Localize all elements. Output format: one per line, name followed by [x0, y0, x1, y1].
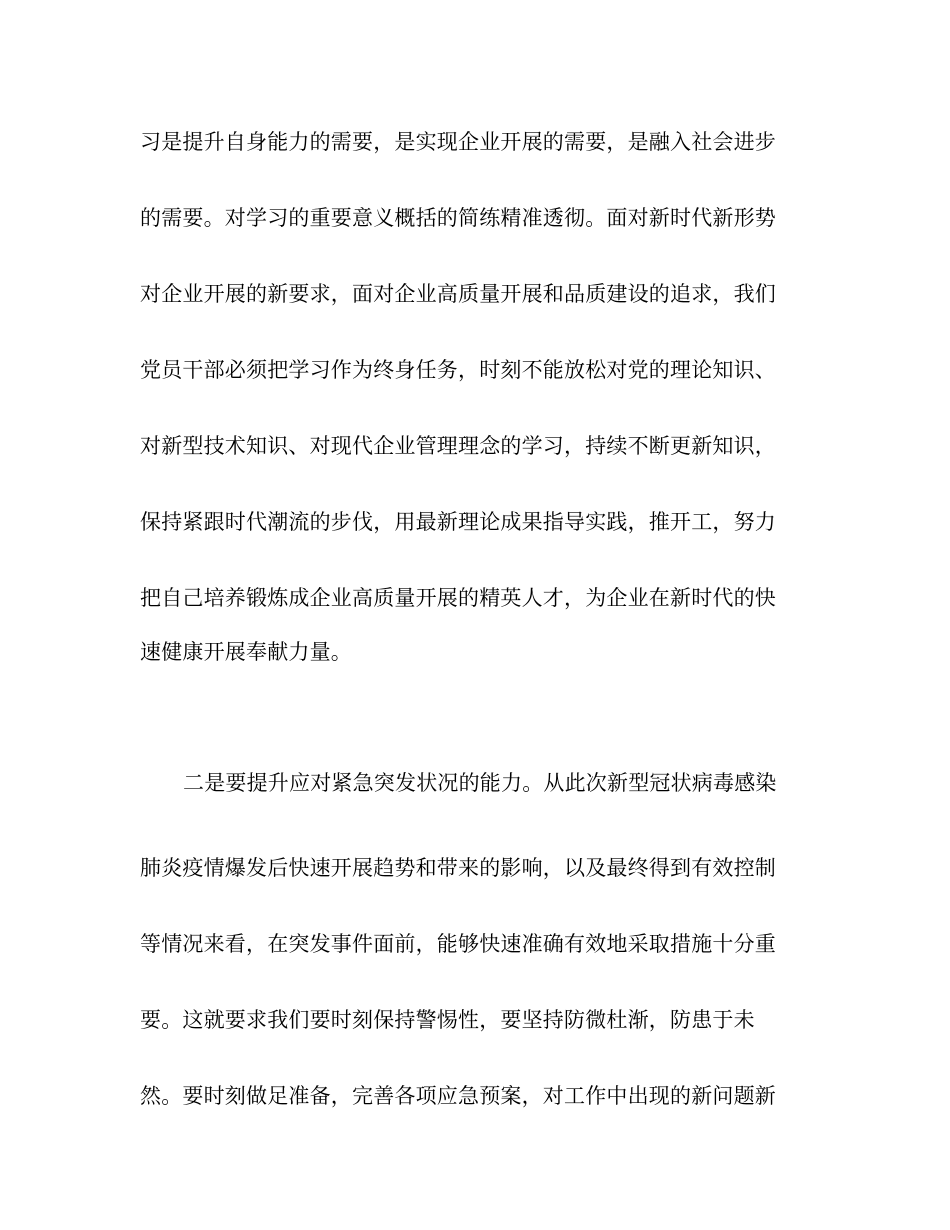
- paragraph-line: 肺炎疫情爆发后快速开展趋势和带来的影响，以及最终得到有效控制: [140, 856, 776, 880]
- paragraph-line: 对新型技术知识、对现代企业管理理念的学习，持续不断更新知识，: [140, 434, 776, 458]
- paragraph-line: 党员干部必须把学习作为终身任务，时刻不能放松对党的理论知识、: [140, 358, 776, 382]
- paragraph-line: 速健康开展奉献力量。: [140, 640, 352, 664]
- paragraph-line: 对企业开展的新要求，面对企业高质量开展和品质建设的追求，我们: [140, 282, 776, 306]
- paragraph-line: 习是提升自身能力的需要，是实现企业开展的需要，是融入社会进步: [140, 130, 776, 154]
- paragraph-line: 然。要时刻做足准备，完善各项应急预案，对工作中出现的新问题新: [140, 1084, 776, 1108]
- paragraph-line: 保持紧跟时代潮流的步伐，用最新理论成果指导实践，推开工，努力: [140, 510, 776, 534]
- paragraph-line: 要。这就要求我们要时刻保持警惕性，要坚持防微杜渐，防患于未: [140, 1008, 755, 1032]
- paragraph-line: 二是要提升应对紧急突发状况的能力。从此次新型冠状病毒感染: [183, 771, 777, 795]
- paragraph-line: 把自己培养锻炼成企业高质量开展的精英人才，为企业在新时代的快: [140, 586, 776, 610]
- paragraph-line: 的需要。对学习的重要意义概括的简练精准透彻。面对新时代新形势: [140, 206, 776, 230]
- paragraph-line: 等情况来看，在突发事件面前，能够快速准确有效地采取措施十分重: [140, 932, 776, 956]
